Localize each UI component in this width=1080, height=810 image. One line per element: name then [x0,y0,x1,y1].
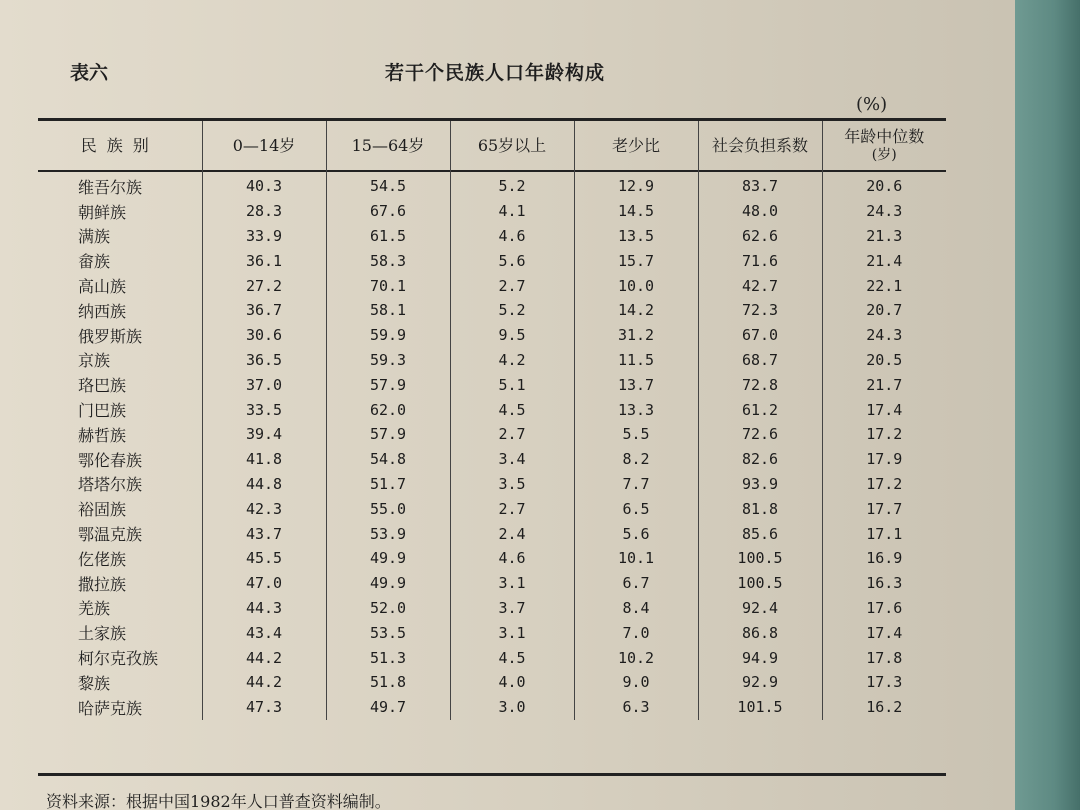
value-cell: 67.6 [326,199,450,224]
value-cell: 71.6 [698,248,822,273]
value-cell: 14.5 [574,199,698,224]
value-cell: 17.9 [822,447,946,472]
value-cell: 52.0 [326,596,450,621]
value-cell: 48.0 [698,199,822,224]
value-cell: 47.3 [202,695,326,720]
value-cell: 62.6 [698,224,822,249]
value-cell: 21.7 [822,372,946,397]
table-row [38,348,946,373]
value-cell: 20.7 [822,298,946,323]
value-cell: 51.7 [326,472,450,497]
ethnic-group-cell: 俄罗斯族 [78,326,143,346]
adjacent-book-edge [1015,0,1080,810]
value-cell: 21.3 [822,224,946,249]
value-cell: 36.5 [202,348,326,373]
table-title: 若干个民族人口年龄构成 [384,62,605,84]
value-cell: 62.0 [326,397,450,422]
value-cell: 41.8 [202,447,326,472]
value-cell: 2.7 [450,422,574,447]
value-cell: 55.0 [326,496,450,521]
table-row [38,397,946,422]
value-cell: 53.5 [326,620,450,645]
value-cell: 33.9 [202,224,326,249]
table-row [38,248,946,273]
value-cell: 59.9 [326,323,450,348]
table-row [38,670,946,695]
ethnic-group-cell: 赫哲族 [78,425,127,445]
value-cell: 37.0 [202,372,326,397]
ethnic-group-cell: 仡佬族 [78,549,127,569]
age-structure-table [38,121,946,720]
value-cell: 28.3 [202,199,326,224]
value-cell: 16.9 [822,546,946,571]
value-cell: 17.4 [822,397,946,422]
ethnic-group-cell: 门巴族 [78,401,127,421]
table-row [38,620,946,645]
value-cell: 24.3 [822,323,946,348]
value-cell: 72.6 [698,422,822,447]
column-header-unit: (岁) [871,146,897,163]
column-header [202,121,326,170]
column-header [822,121,946,170]
ethnic-group-cell: 鄂温克族 [78,525,143,545]
column-header [38,121,202,170]
ethnic-group-cell: 纳西族 [78,301,127,321]
value-cell: 44.3 [202,596,326,621]
table-row [38,447,946,472]
value-cell: 20.6 [822,170,946,199]
value-cell: 12.9 [574,170,698,199]
value-cell: 7.0 [574,620,698,645]
value-cell: 61.2 [698,397,822,422]
column-header [698,121,822,170]
value-cell: 17.2 [822,472,946,497]
value-cell: 22.1 [822,273,946,298]
value-cell: 10.0 [574,273,698,298]
ethnic-group-cell: 哈萨克族 [78,698,143,718]
value-cell: 13.5 [574,224,698,249]
value-cell: 17.6 [822,596,946,621]
value-cell: 10.2 [574,645,698,670]
value-cell: 4.2 [450,348,574,373]
value-cell: 72.3 [698,298,822,323]
column-header-label: 民族别 [80,135,159,155]
column-header [574,121,698,170]
value-cell: 54.8 [326,447,450,472]
value-cell: 4.1 [450,199,574,224]
value-cell: 44.2 [202,670,326,695]
value-cell: 67.0 [698,323,822,348]
value-cell: 17.3 [822,670,946,695]
value-cell: 36.1 [202,248,326,273]
ethnic-group-cell: 高山族 [78,277,127,297]
value-cell: 4.6 [450,224,574,249]
value-cell: 47.0 [202,571,326,596]
value-cell: 10.1 [574,546,698,571]
value-cell: 30.6 [202,323,326,348]
value-cell: 4.5 [450,397,574,422]
value-cell: 51.3 [326,645,450,670]
ethnic-group-cell: 维吾尔族 [78,177,143,197]
ethnic-group-cell: 裕固族 [78,500,127,520]
table-row [38,496,946,521]
value-cell: 5.2 [450,170,574,199]
value-cell: 24.3 [822,199,946,224]
value-cell: 100.5 [698,546,822,571]
table-row [38,596,946,621]
value-cell: 58.3 [326,248,450,273]
value-cell: 57.9 [326,372,450,397]
ethnic-group-cell: 珞巴族 [78,376,127,396]
value-cell: 92.9 [698,670,822,695]
value-cell: 5.1 [450,372,574,397]
value-cell: 53.9 [326,521,450,546]
value-cell: 9.5 [450,323,574,348]
value-cell: 16.3 [822,571,946,596]
value-cell: 21.4 [822,248,946,273]
bottom-rule [38,773,946,776]
value-cell: 59.3 [326,348,450,373]
value-cell: 14.2 [574,298,698,323]
value-cell: 7.7 [574,472,698,497]
value-cell: 44.8 [202,472,326,497]
value-cell: 100.5 [698,571,822,596]
value-cell: 9.0 [574,670,698,695]
table-row [38,372,946,397]
value-cell: 17.4 [822,620,946,645]
value-cell: 5.2 [450,298,574,323]
column-header-label: 15—64岁 [351,135,425,155]
value-cell: 27.2 [202,273,326,298]
value-cell: 17.1 [822,521,946,546]
ethnic-group-cell: 畲族 [78,252,111,272]
unit-label: (%) [856,94,888,115]
ethnic-group-cell: 羌族 [78,599,111,619]
table-number: 表六 [70,62,109,84]
value-cell: 83.7 [698,170,822,199]
ethnic-group-cell: 撒拉族 [78,574,127,594]
table-row [38,323,946,348]
table-row [38,521,946,546]
value-cell: 2.4 [450,521,574,546]
value-cell: 15.7 [574,248,698,273]
value-cell: 101.5 [698,695,822,720]
value-cell: 42.3 [202,496,326,521]
value-cell: 72.8 [698,372,822,397]
value-cell: 61.5 [326,224,450,249]
value-cell: 54.5 [326,170,450,199]
value-cell: 8.4 [574,596,698,621]
ethnic-group-cell: 土家族 [78,624,127,644]
value-cell: 5.6 [450,248,574,273]
table-row [38,199,946,224]
value-cell: 86.8 [698,620,822,645]
value-cell: 5.6 [574,521,698,546]
value-cell: 2.7 [450,496,574,521]
column-header-label: 0—14岁 [232,135,296,155]
value-cell: 16.2 [822,695,946,720]
value-cell: 49.9 [326,546,450,571]
value-cell: 13.3 [574,397,698,422]
value-cell: 5.5 [574,422,698,447]
ethnic-group-cell: 满族 [78,227,111,247]
value-cell: 70.1 [326,273,450,298]
column-header [450,121,574,170]
value-cell: 3.7 [450,596,574,621]
column-header-label: 年龄中位数 [844,126,925,146]
table-row [38,695,946,720]
value-cell: 51.8 [326,670,450,695]
value-cell: 3.1 [450,571,574,596]
value-cell: 4.0 [450,670,574,695]
value-cell: 94.9 [698,645,822,670]
table-header [0,0,1040,130]
value-cell: 82.6 [698,447,822,472]
value-cell: 44.2 [202,645,326,670]
value-cell: 17.8 [822,645,946,670]
column-header-label: 65岁以上 [477,135,547,155]
table-header-row [38,121,946,170]
value-cell: 43.4 [202,620,326,645]
value-cell: 43.7 [202,521,326,546]
value-cell: 45.5 [202,546,326,571]
ethnic-group-cell: 塔塔尔族 [78,475,143,495]
value-cell: 85.6 [698,521,822,546]
value-cell: 49.7 [326,695,450,720]
value-cell: 3.5 [450,472,574,497]
value-cell: 58.1 [326,298,450,323]
value-cell: 3.0 [450,695,574,720]
value-cell: 81.8 [698,496,822,521]
value-cell: 2.7 [450,273,574,298]
table-body [38,170,946,720]
value-cell: 68.7 [698,348,822,373]
value-cell: 13.7 [574,372,698,397]
value-cell: 31.2 [574,323,698,348]
value-cell: 11.5 [574,348,698,373]
value-cell: 3.4 [450,447,574,472]
value-cell: 40.3 [202,170,326,199]
column-header [326,121,450,170]
value-cell: 20.5 [822,348,946,373]
value-cell: 4.6 [450,546,574,571]
table-row [38,645,946,670]
value-cell: 39.4 [202,422,326,447]
table-row [38,170,946,199]
ethnic-group-cell: 鄂伦春族 [78,450,143,470]
table-row [38,571,946,596]
value-cell: 49.9 [326,571,450,596]
source-note: 资料来源：根据中国1982年人口普查资料编制。 [46,792,391,810]
value-cell: 6.3 [574,695,698,720]
value-cell: 33.5 [202,397,326,422]
value-cell: 42.7 [698,273,822,298]
value-cell: 6.5 [574,496,698,521]
column-header-label: 老少比 [611,135,660,155]
ethnic-group-cell: 朝鲜族 [78,202,127,222]
ethnic-group-cell: 京族 [78,351,111,371]
table-row [38,472,946,497]
value-cell: 17.2 [822,422,946,447]
value-cell: 57.9 [326,422,450,447]
table-row [38,224,946,249]
value-cell: 17.7 [822,496,946,521]
table-row [38,273,946,298]
value-cell: 92.4 [698,596,822,621]
value-cell: 8.2 [574,447,698,472]
table-row [38,298,946,323]
value-cell: 36.7 [202,298,326,323]
table-row [38,422,946,447]
table-row [38,546,946,571]
value-cell: 4.5 [450,645,574,670]
value-cell: 6.7 [574,571,698,596]
ethnic-group-cell: 柯尔克孜族 [78,649,159,669]
column-header-label: 社会负担系数 [711,135,808,155]
value-cell: 93.9 [698,472,822,497]
value-cell: 3.1 [450,620,574,645]
ethnic-group-cell: 黎族 [78,673,111,693]
